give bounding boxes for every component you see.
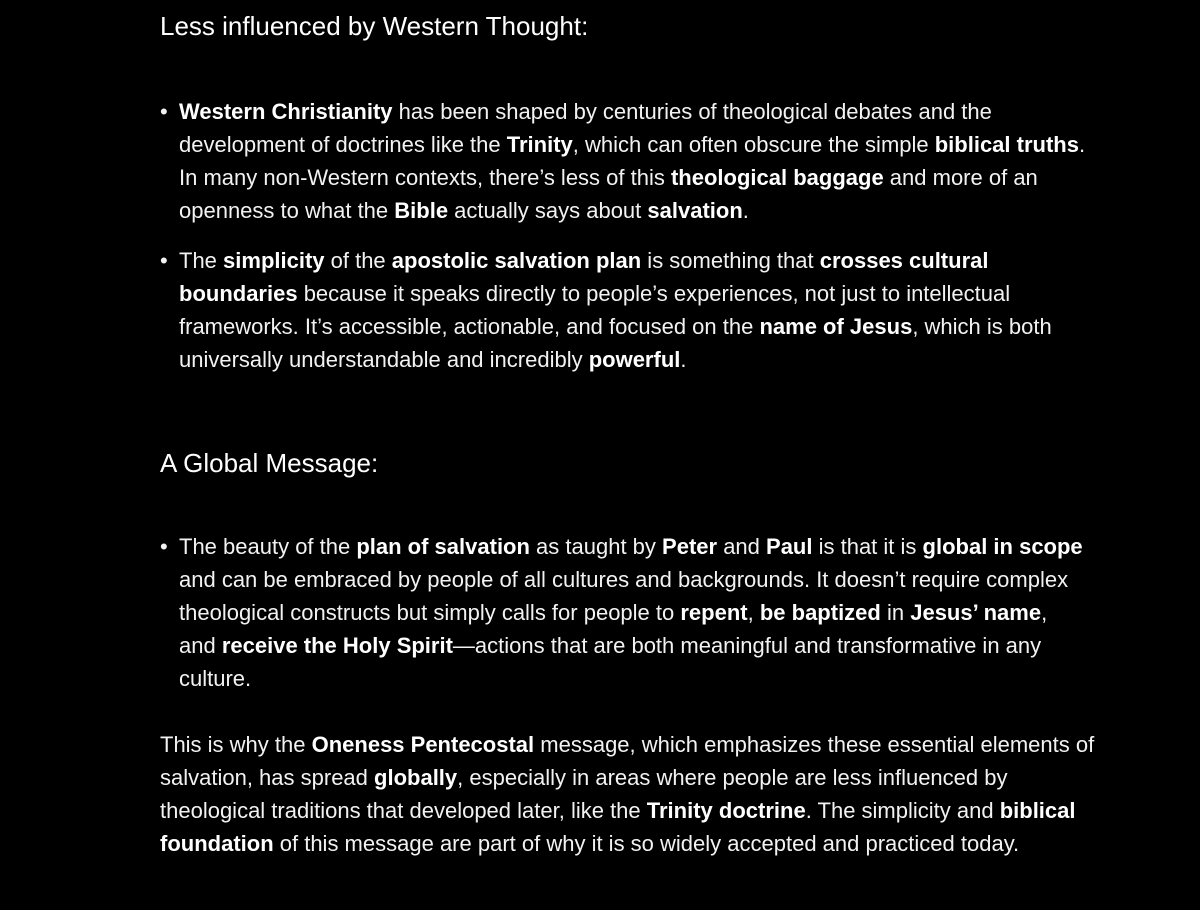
bold-term: Paul (766, 534, 813, 559)
text-run: , which is both universally understandable and incredibly (179, 314, 1052, 372)
bold-term: biblical foundation (160, 798, 1076, 856)
text-run: message, which emphasizes these essential elements of salvation, has spread (160, 732, 1095, 790)
bold-term: global in scope (922, 534, 1083, 559)
bullet-glyph: • (160, 248, 168, 273)
bold-term: powerful (588, 347, 681, 372)
bold-term: Western Christianity (179, 99, 393, 124)
bold-term: name of Jesus (759, 314, 913, 339)
text-run: and can be embraced by people of all cultures and backgrounds. It doesn’t require complex theological constructs but simply calls for people to (179, 567, 1069, 625)
text-run: in (880, 600, 911, 625)
bold-term: Trinity doctrine (646, 798, 806, 823)
list-item-text (179, 534, 1083, 691)
bold-term: repent (680, 600, 748, 625)
bold-term: Peter (662, 534, 718, 559)
bold-term: plan of salvation (356, 534, 530, 559)
bold-term: theological baggage (670, 165, 884, 190)
text-run: , and (179, 600, 1048, 658)
text-run: This is why the (160, 732, 312, 757)
text-run: has been shaped by centuries of theological debates and the development of doctrines like the (179, 99, 992, 157)
bold-term: receive the Holy Spirit (221, 633, 453, 658)
text-run: and more of an openness to what the (179, 165, 1038, 223)
bold-term: biblical truths (934, 132, 1079, 157)
list-item (160, 95, 1089, 227)
text-run: , (747, 600, 760, 625)
text-run: is something that (641, 248, 820, 273)
bullet-list-global-message (160, 530, 1089, 695)
bullet-glyph: • (160, 534, 168, 559)
bullet-list-western-thought (160, 95, 1089, 376)
bold-term: globally (374, 765, 458, 790)
bold-term: simplicity (223, 248, 325, 273)
text-run: . (680, 347, 687, 372)
list-item-text (179, 99, 1085, 223)
bullet-glyph: • (160, 99, 168, 124)
text-run: as taught by (529, 534, 663, 559)
text-run: because it speaks directly to people’s experiences, not just to intellectual frameworks. It’s accessible, actionable, and focused on the (179, 281, 1011, 339)
text-run: and (717, 534, 767, 559)
text-run: . In many non-Western contexts, there’s less of this (179, 132, 1086, 190)
text-run: The (179, 248, 224, 273)
bold-term: Jesus’ name (910, 600, 1042, 625)
bold-term: salvation (647, 198, 743, 223)
bold-term: apostolic salvation plan (391, 248, 642, 273)
closing-paragraph (160, 728, 1095, 860)
text-run: of the (324, 248, 392, 273)
bold-term: Oneness Pentecostal (311, 732, 535, 757)
bold-term: be baptized (759, 600, 881, 625)
text-run: . (742, 198, 749, 223)
list-item-text (179, 248, 1052, 372)
text-run: actually says about (448, 198, 648, 223)
text-run: —actions that are both meaningful and transformative in any culture. (179, 633, 1042, 691)
bold-term: Bible (394, 198, 449, 223)
list-item (160, 530, 1089, 695)
bold-term: Trinity (506, 132, 573, 157)
text-run: The beauty of the (179, 534, 357, 559)
text-run: of this message are part of why it is so widely accepted and practiced today. (273, 831, 1020, 856)
section-heading-western-thought: Less influenced by Western Thought: (160, 11, 589, 41)
text-run: . The simplicity and (805, 798, 1000, 823)
bold-term: crosses cultural boundaries (179, 248, 989, 306)
list-item (160, 244, 1089, 376)
section-heading-global-message: A Global Message: (160, 448, 379, 478)
text-run: , which can often obscure the simple (572, 132, 935, 157)
text-run: is that it is (812, 534, 923, 559)
text-run: , especially in areas where people are less influenced by theological traditions that developed later, like the (160, 765, 1008, 823)
